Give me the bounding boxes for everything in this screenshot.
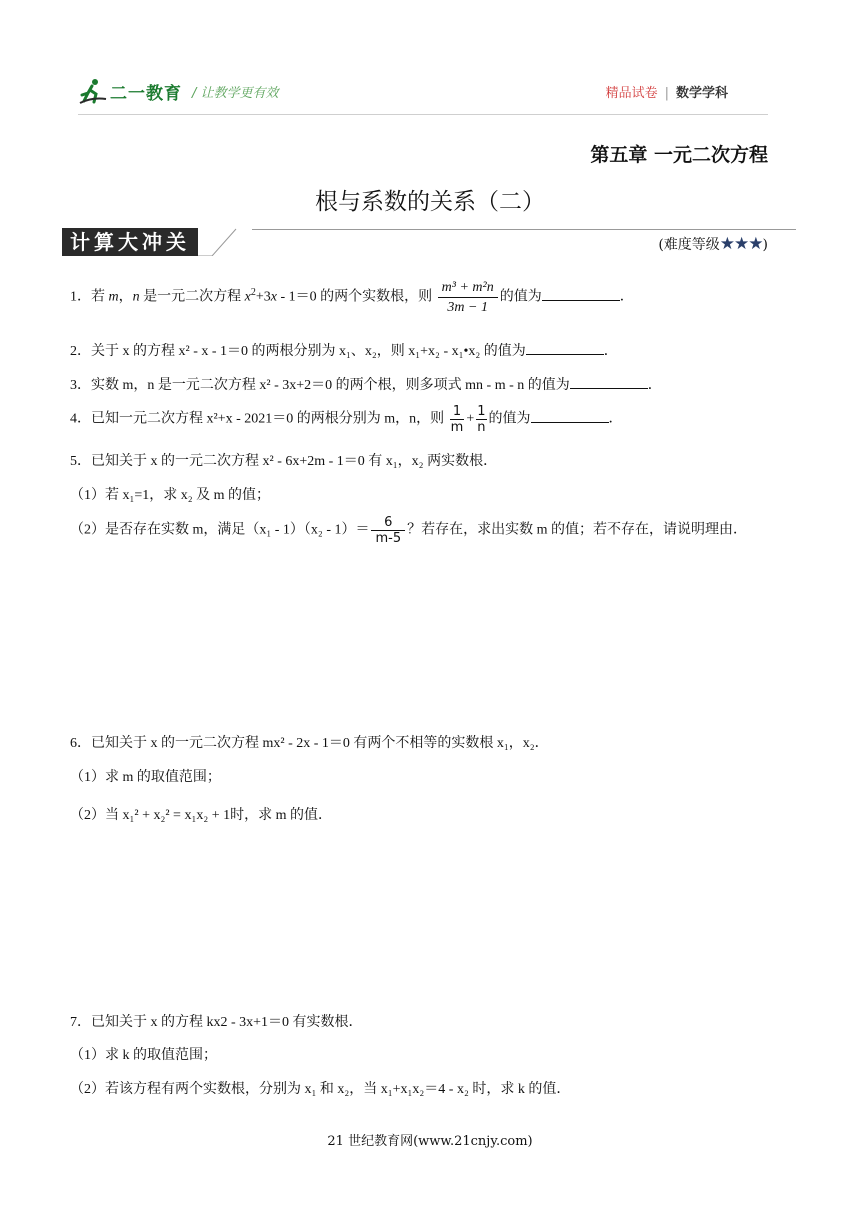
q2-period: ． xyxy=(603,344,618,359)
q2-text: 2．关于 x 的方程 x² - x - 1＝0 的两根分别为 x₁、x₂，则 x₁+x₂ - x₁•x₂ 的值为 xyxy=(70,344,526,359)
header-brand xyxy=(78,76,279,106)
question-7-part-2: （2）若该方程有两个实数根，分别为 x₁ 和 x₂，当 x₁+x₁x₂＝4 - x₂ 时，求 k 的值． xyxy=(70,1082,571,1097)
q1-var-x2: x xyxy=(270,289,277,305)
q5-2-num: 6 xyxy=(371,515,405,531)
q4-text-b: 的值为 xyxy=(488,411,531,427)
q4-den-1: m xyxy=(450,420,464,435)
banner-label: 计算大冲关 xyxy=(62,228,198,256)
q1-text-e: 是一元二次方程 xyxy=(139,289,245,305)
q5-2-fraction xyxy=(371,515,405,546)
q5-2-den: m-5 xyxy=(375,531,402,546)
question-6-part-2: （2）当 x₁² + x₂² = x₁x₂ + 1时，求 m 的值． xyxy=(70,808,332,823)
q5-2-text-b: ？若存在，求出实数 m 的值；若不存在，请说明理由． xyxy=(407,522,748,538)
question-3 xyxy=(70,374,662,396)
page-title: 根与系数的关系（二） xyxy=(315,189,545,215)
question-6-part-1: （1）求 m 的取值范围； xyxy=(70,770,221,785)
question-5: 5．已知关于 x 的一元二次方程 x² - 6x+2m - 1＝0 有 x₁，x₂ 两实数根． xyxy=(70,454,498,469)
difficulty-rating xyxy=(658,234,768,254)
difficulty-close: ) xyxy=(762,237,768,253)
difficulty-label: (难度等级 xyxy=(658,237,720,253)
star-icon: ★★★ xyxy=(719,234,763,254)
q1-text-g: +3 xyxy=(255,289,271,305)
question-5-part-1: （1）若 x₁=1，求 x₂ 及 m 的值； xyxy=(70,488,271,503)
question-7-part-1: （1）求 k 的取值范围； xyxy=(70,1048,217,1063)
q4-num-2: 1 xyxy=(477,404,486,419)
question-1: 1．若 m，n 是一元二次方程 $x^2+3x - 1=0$ 的两个实数根，则 $\frac{\text{m³ + m²n}}{3m - 1}$ 的值为 ． xyxy=(70,280,634,315)
q3-period: ． xyxy=(647,378,662,393)
question-2 xyxy=(70,340,618,362)
slogan: / 让教学更有效 xyxy=(192,85,279,101)
header-tags xyxy=(606,82,728,101)
header-divider xyxy=(78,114,768,115)
q1-period: ． xyxy=(619,289,634,305)
answer-blank[interactable] xyxy=(526,340,604,355)
q4-plus: + xyxy=(466,411,475,427)
q1-numerator: m³ + m²n xyxy=(438,278,498,298)
logo-text: 二一教育 xyxy=(110,83,182,104)
tag-quality: 精品试卷 xyxy=(605,86,658,101)
section-banner xyxy=(62,228,238,256)
runner-logo-icon xyxy=(78,77,108,105)
q4-period: ． xyxy=(608,411,623,427)
q4-fraction-1 xyxy=(450,404,465,435)
question-6: 6．已知关于 x 的一元二次方程 mx² - 2x - 1＝0 有两个不相等的实数根 x₁，x₂． xyxy=(70,736,549,751)
banner-rule xyxy=(252,229,796,230)
q3-text: 3．实数 m，n 是一元二次方程 x² - 3x+2＝0 的两个根，则多项式 mn - m - n 的值为 xyxy=(70,378,570,393)
q1-text-c: ， xyxy=(118,289,133,305)
answer-blank[interactable] xyxy=(542,286,620,301)
q1-denominator: 3m − 1 xyxy=(447,300,488,315)
page-footer: 21 世纪教育网(www.21cnjy.com) xyxy=(327,1134,533,1149)
q1-text-j: 的值为 xyxy=(499,289,542,305)
q4-text-a: 4．已知一元二次方程 x²+x - 2021＝0 的两根分别为 m，n，则 xyxy=(70,411,445,427)
q1-fraction xyxy=(438,278,498,317)
chapter-title: 第五章 一元二次方程 xyxy=(590,144,768,166)
q1-var-m: m xyxy=(108,289,119,305)
tag-separator: | xyxy=(664,86,669,101)
q1-text-i: - 1＝0 的两个实数根，则 xyxy=(276,289,433,305)
question-5-part-2 xyxy=(70,515,747,546)
q4-fraction-2 xyxy=(476,404,486,435)
tag-subject: 数学学科 xyxy=(675,86,728,101)
q4-den-2: n xyxy=(477,420,486,435)
answer-blank[interactable] xyxy=(531,408,609,423)
q1-var-n: n xyxy=(132,289,140,305)
question-4 xyxy=(70,404,623,435)
question-7: 7．已知关于 x 的方程 kx2 - 3x+1＝0 有实数根． xyxy=(70,1015,363,1030)
q5-2-text-a: （2）是否存在实数 m，满足（x₁ - 1）（x₂ - 1）＝ xyxy=(70,522,370,538)
q1-var-x: x xyxy=(244,289,251,305)
q4-num-1: 1 xyxy=(450,404,465,420)
answer-blank[interactable] xyxy=(570,374,648,389)
banner-slash-icon xyxy=(198,228,238,256)
q1-text-a: 1．若 xyxy=(70,289,109,305)
